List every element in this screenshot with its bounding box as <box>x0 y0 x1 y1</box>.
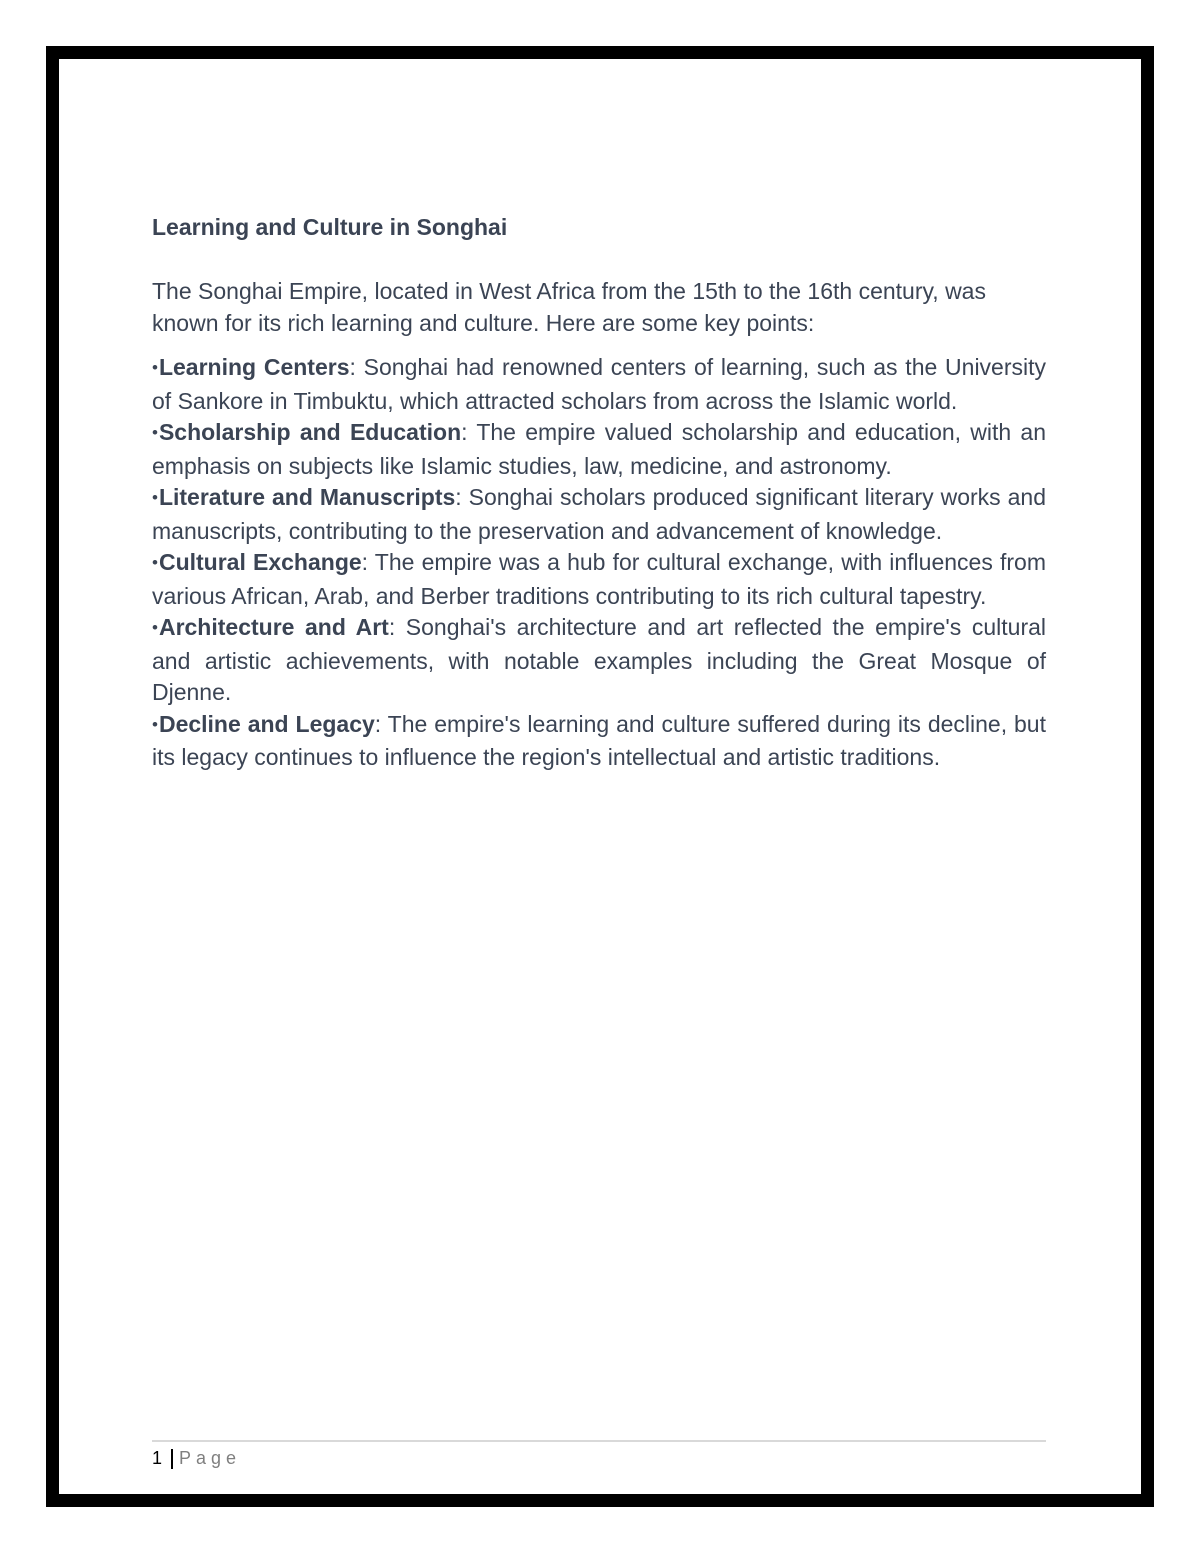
bullet-icon: • <box>152 488 158 507</box>
bullet-text: : Songhai's architecture and art reflected the empire's cultural and artistic achievements, with notable examples including the Great Mosque of Djenne. <box>152 614 1046 705</box>
bullet-term: Literature and Manuscripts <box>158 484 456 510</box>
bullet-text: : The empire's learning and culture suffered during its decline, but its legacy continues to influence the region's intellectual and artistic traditions. <box>152 710 1046 770</box>
footer-divider <box>171 1449 173 1469</box>
document-body <box>152 211 1046 774</box>
bullet-text: : The empire valued scholarship and education, with an emphasis on subjects like Islamic studies, law, medicine, and astronomy. <box>152 419 1046 479</box>
document-title: Learning and Culture in Songhai <box>152 214 508 240</box>
bullet-term: Learning Centers <box>158 354 350 380</box>
bullet-term: Architecture and Art <box>158 614 389 640</box>
list-item <box>152 612 1046 709</box>
bullet-icon: • <box>152 553 158 572</box>
list-item <box>152 352 1046 417</box>
list-item <box>152 547 1046 612</box>
intro-paragraph: The Songhai Empire, located in West Africa from the 15th to the 16th century, was known for its rich learning and culture. Here are some key points: <box>152 278 986 336</box>
bullet-term: Scholarship and Education <box>158 419 462 445</box>
list-item <box>152 709 1046 774</box>
list-item <box>152 417 1046 482</box>
page-number: 1 <box>152 1448 163 1468</box>
page-label: Page <box>179 1448 242 1468</box>
page-footer <box>152 1440 1046 1469</box>
bullet-icon: • <box>152 618 158 637</box>
bullet-icon: • <box>152 358 158 377</box>
bullet-text: : The empire was a hub for cultural exchange, with influences from various African, Arab, and Berber traditions contributing to its rich cultural tapestry. <box>152 549 1046 609</box>
key-points-list <box>152 352 1046 774</box>
bullet-term: Cultural Exchange <box>158 549 362 575</box>
bullet-icon: • <box>152 714 158 734</box>
bullet-term: Decline and Legacy <box>158 710 375 737</box>
bullet-text: : Songhai had renowned centers of learning, such as the University of Sankore in Timbuktu, which attracted scholars from across the Islamic world. <box>152 354 1047 414</box>
bullet-text: : Songhai scholars produced significant literary works and manuscripts, contributing to the preservation and advancement of knowledge. <box>152 484 1046 544</box>
list-item <box>152 482 1046 547</box>
bullet-icon: • <box>152 423 158 442</box>
